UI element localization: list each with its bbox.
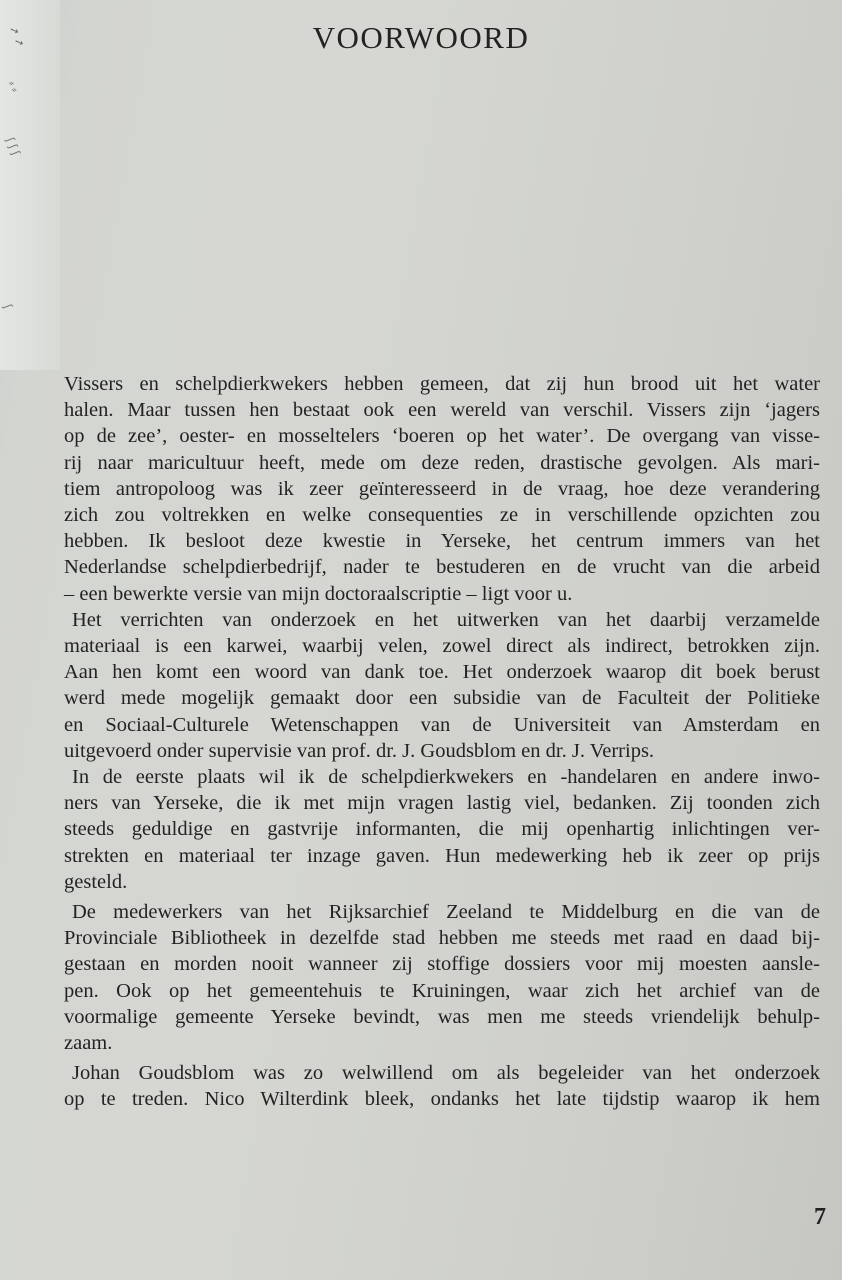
facing-page-bleed-through: ➚ ➚ ⸗ ⸗ ʃ ʃ ʃ ʃ [0,0,60,370]
text-line: uitgevoerd onder supervisie van prof. dr. J. Goudsblom en dr. J. Verrips. [64,739,655,762]
text-line: op de zee’, oester- en mosseltelers ‘boeren op het water’. De overgang van visse- [64,425,820,448]
text-line: zaam. [64,1032,113,1055]
paragraph [64,764,820,895]
text-line: De medewerkers van het Rijksarchief Zeeland te Middelburg en die van de [72,901,820,924]
text-line: Johan Goudsblom was zo welwillend om als begeleider van het onderzoek [72,1062,820,1085]
text-line: steeds geduldige en gastvrije informanten, die mij openhartig inlichtingen ver- [64,818,820,841]
text-line: zich zou voltrekken en welke consequenties ze in verschillende opzichten zou [64,504,820,527]
text-line: strekten en materiaal ter inzage gaven. Hun medewerking heb ik zeer op prijs [64,844,820,867]
paragraph [64,607,820,764]
text-line: Nederlandse schelpdierbedrijf, nader te bestuderen en de vrucht van die arbeid [64,556,820,579]
text-line: materiaal is een karwei, waarbij velen, zowel direct als indirect, betrokken zijn. [64,635,820,658]
text-line: pen. Ook op het gemeentehuis te Kruiningen, waar zich het archief van de [64,979,820,1002]
text-line: Provinciale Bibliotheek in dezelfde stad hebben me steeds met raad en daad bij- [64,927,820,950]
text-line: werd mede mogelijk gemaakt door een subsidie van de Faculteit der Politieke [64,687,820,710]
body-text [64,371,820,1113]
page-title: VOORWOORD [312,20,530,55]
text-line: rij naar maricultuur heeft, mede om deze reden, drastische gevolgen. Als mari- [64,451,820,474]
text-line: ners van Yerseke, die ik met mijn vragen lastig viel, bedanken. Zij toonden zich [64,792,820,815]
text-line: Aan hen komt een woord van dank toe. Het onderzoek waarop dit boek berust [64,661,820,684]
paragraph [64,1060,820,1112]
text-line: tiem antropoloog was ik zeer geïnteresseerd in de vraag, hoe deze verandering [64,477,820,500]
text-line: Vissers en schelpdierkwekers hebben gemeen, dat zij hun brood uit het water [64,373,820,395]
text-line: gestaan en morden nooit wanneer zij stoffige dossiers voor mij moesten aansle- [64,953,820,976]
paragraph [64,899,820,1056]
text-line: en Sociaal-Culturele Wetenschappen van de Universiteit van Amsterdam en [64,713,820,736]
text-line: In de eerste plaats wil ik de schelpdierkwekers en -handelaren en andere inwo- [72,766,820,789]
text-line: op te treden. Nico Wilterdink bleek, ondanks het late tijdstip waarop ik hem [64,1088,820,1111]
text-line: voormalige gemeente Yerseke bevindt, was men me steeds vriendelijk behulp- [64,1005,820,1028]
text-line: Het verrichten van onderzoek en het uitwerken van het daarbij verzamelde [72,608,820,631]
text-line: gesteld. [64,870,128,893]
text-line: halen. Maar tussen hen bestaat ook een wereld van verschil. Vissers zijn ‘jagers [64,399,820,422]
text-line: hebben. Ik besloot deze kwestie in Yerseke, het centrum immers van het [64,530,820,553]
page-number: 7 [814,1204,826,1230]
text-line: – een bewerkte versie van mijn doctoraalscriptie – ligt voor u. [64,582,573,605]
paragraph [64,371,820,607]
